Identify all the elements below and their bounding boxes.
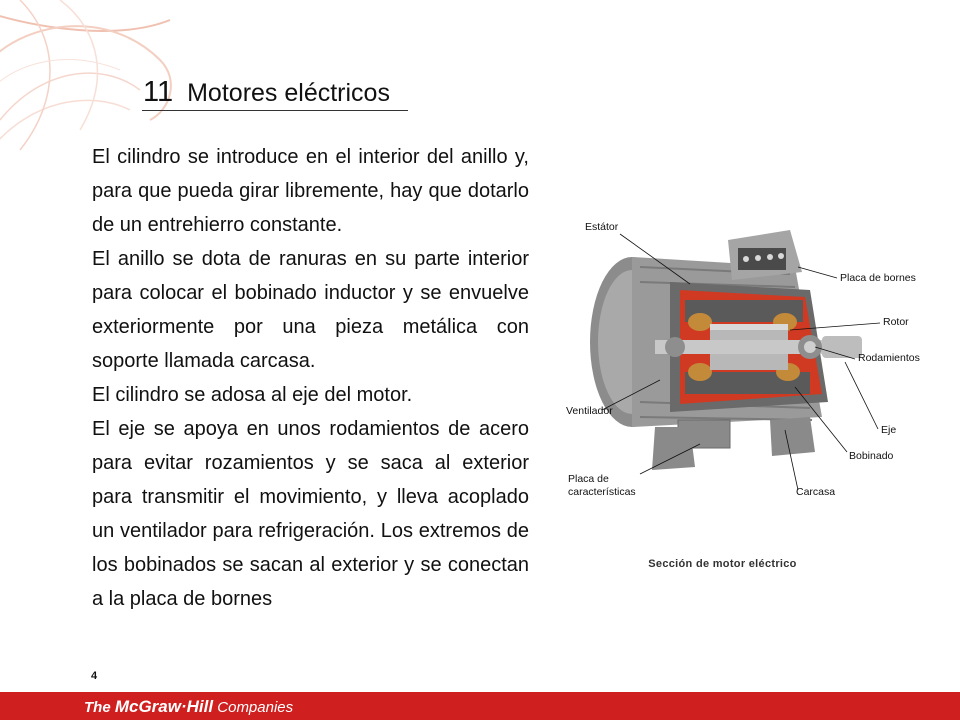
figure-caption: Sección de motor eléctrico [648, 558, 797, 570]
label-placa-bornes: Placa de bornes [840, 272, 916, 284]
label-carcasa: Carcasa [796, 486, 836, 498]
label-rotor: Rotor [883, 316, 909, 328]
paragraph: El cilindro se introduce en el interior del anillo y, para que pueda girar libremente, hay que dotarlo de un entrehierro constante. [92, 146, 529, 236]
label-placa-caracteristicas-2: características [568, 486, 636, 498]
publisher-name: McGraw·Hill [114, 697, 214, 716]
label-estator: Estátor [585, 221, 619, 233]
body-text [92, 140, 529, 616]
slide-title [143, 76, 390, 109]
label-rodamientos: Rodamientos [858, 352, 920, 364]
motor-section-figure [560, 212, 940, 512]
publisher-logo [84, 697, 293, 717]
page-number: 4 [91, 670, 98, 682]
publisher-prefix: The [84, 699, 111, 716]
label-ventilador: Ventilador [566, 405, 613, 417]
chapter-title: Motores eléctricos [187, 79, 390, 107]
chapter-number: 11 [143, 76, 174, 108]
publisher-suffix: Companies [217, 699, 294, 716]
title-underline [142, 110, 408, 111]
label-bobinado: Bobinado [849, 450, 894, 462]
footer-bar [0, 692, 960, 720]
label-placa-caracteristicas: Placa de [568, 473, 609, 485]
paragraph: El cilindro se adosa al eje del motor. [92, 384, 413, 406]
label-eje: Eje [881, 424, 897, 436]
paragraph: El anillo se dota de ranuras en su parte interior para colocar el bobinado inductor y se envuelve exteriormente por una pieza metálica con soporte llamada carcasa. [92, 248, 529, 372]
paragraph: El eje se apoya en unos rodamientos de acero para evitar rozamientos y se saca al exterior para transmitir el movimiento, y lleva acoplado un ventilador para refrigeración. Los extremos de los bobinados se sacan al exterior y se conectan a la placa de bornes [92, 418, 529, 610]
